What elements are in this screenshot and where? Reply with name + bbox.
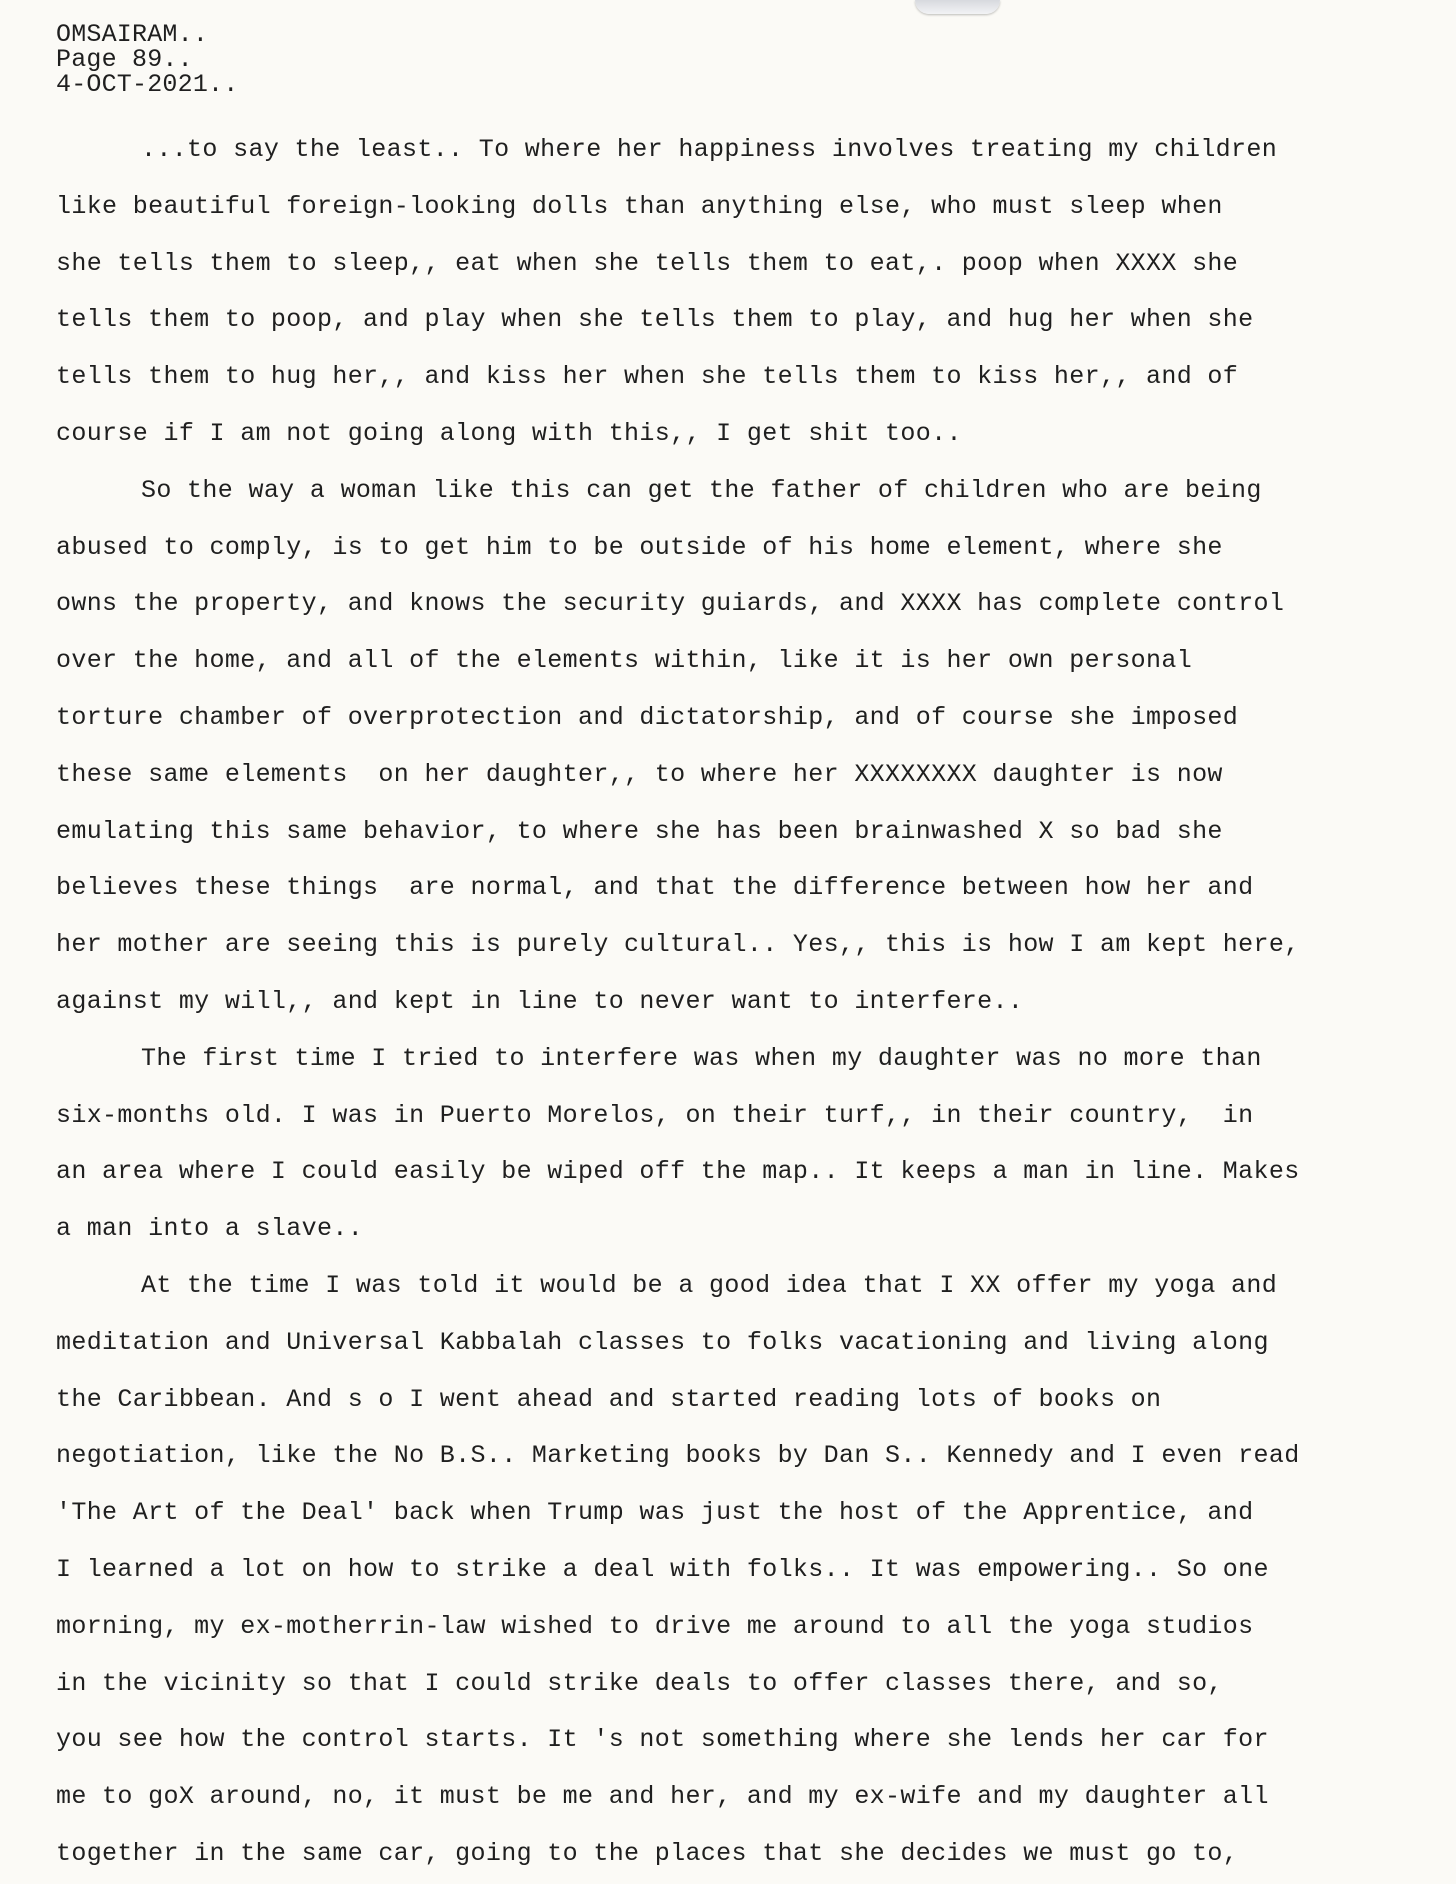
paragraph-2 bbox=[56, 463, 1431, 1031]
paper-clip bbox=[915, 0, 1000, 14]
text-line: tells them to hug her,, and kiss her when she tells them to kiss her,, and of bbox=[56, 362, 1239, 392]
text-line: six-months old. I was in Puerto Morelos, on their turf,, in their country, in bbox=[56, 1100, 1254, 1130]
text-line: The first time I tried to interfere was when my daughter was no more than bbox=[141, 1043, 1262, 1073]
text-line: emulating this same behavior, to where she has been brainwashed X so bad she bbox=[56, 816, 1223, 846]
body-text bbox=[56, 122, 1431, 1883]
text-line: like beautiful foreign-looking dolls than anything else, who must sleep when bbox=[56, 191, 1223, 221]
text-line: in the vicinity so that I could strike deals to offer classes there, and so, bbox=[56, 1668, 1223, 1698]
paragraph-1 bbox=[56, 122, 1431, 463]
text-line: abused to comply, is to get him to be outside of his home element, where she bbox=[56, 532, 1223, 562]
text-line: ...to say the least.. To where her happiness involves treating my children bbox=[141, 135, 1278, 164]
text-line: me to goX around, no, it must be me and her, and my ex-wife and my daughter all bbox=[56, 1782, 1269, 1812]
header-line-1: OMSAIRAM.. bbox=[56, 20, 209, 49]
text-line: a man into a slave.. bbox=[56, 1214, 364, 1244]
text-line: meditation and Universal Kabbalah classes to folks vacationing and living along bbox=[56, 1327, 1269, 1357]
text-line: you see how the control starts. It 's not something where she lends her car for bbox=[56, 1725, 1269, 1755]
text-line: her mother are seeing this is purely cultural.. Yes,, this is how I am kept here, bbox=[56, 930, 1300, 960]
text-line: torture chamber of overprotection and dictatorship, and of course she imposed bbox=[56, 702, 1239, 732]
text-line: tells them to poop, and play when she tells them to play, and hug her when she bbox=[56, 305, 1254, 335]
text-line: she tells them to sleep,, eat when she tells them to eat,. poop when XXXX she bbox=[56, 248, 1239, 278]
text-line: negotiation, like the No B.S.. Marketing books by Dan S.. Kennedy and I even read bbox=[56, 1441, 1300, 1471]
text-line: At the time I was told it would be a good idea that I XX offer my yoga and bbox=[141, 1270, 1278, 1300]
paragraph-4 bbox=[56, 1258, 1431, 1883]
text-line: 'The Art of the Deal' back when Trump was just the host of the Apprentice, and bbox=[56, 1498, 1254, 1528]
header-date: 4-OCT-2021.. bbox=[56, 70, 239, 99]
text-line: over the home, and all of the elements within, like it is her own personal bbox=[56, 646, 1193, 676]
paragraph-3 bbox=[56, 1031, 1431, 1258]
text-line: believes these things are normal, and that the difference between how her and bbox=[56, 873, 1254, 903]
text-line: course if I am not going along with this,, I get shit too.. bbox=[56, 418, 962, 448]
header-page-number: Page 89.. bbox=[56, 45, 193, 74]
text-line: morning, my ex-motherrin-law wished to drive me around to all the yoga studios bbox=[56, 1611, 1254, 1641]
text-line: So the way a woman like this can get the father of children who are being bbox=[141, 475, 1262, 505]
text-line: together in the same car, going to the places that she decides we must go to, bbox=[56, 1838, 1239, 1868]
text-line: owns the property, and knows the security guiards, and XXXX has complete control bbox=[56, 589, 1285, 619]
text-line: the Caribbean. And s o I went ahead and started reading lots of books on bbox=[56, 1384, 1162, 1414]
text-line: I learned a lot on how to strike a deal with folks.. It was empowering.. So one bbox=[56, 1554, 1269, 1584]
text-line: against my will,, and kept in line to never want to interfere.. bbox=[56, 986, 1024, 1016]
text-line: these same elements on her daughter,, to where her XXXXXXXX daughter is now bbox=[56, 759, 1223, 789]
page-header bbox=[56, 22, 238, 97]
text-line: an area where I could easily be wiped off the map.. It keeps a man in line. Makes bbox=[56, 1157, 1300, 1187]
